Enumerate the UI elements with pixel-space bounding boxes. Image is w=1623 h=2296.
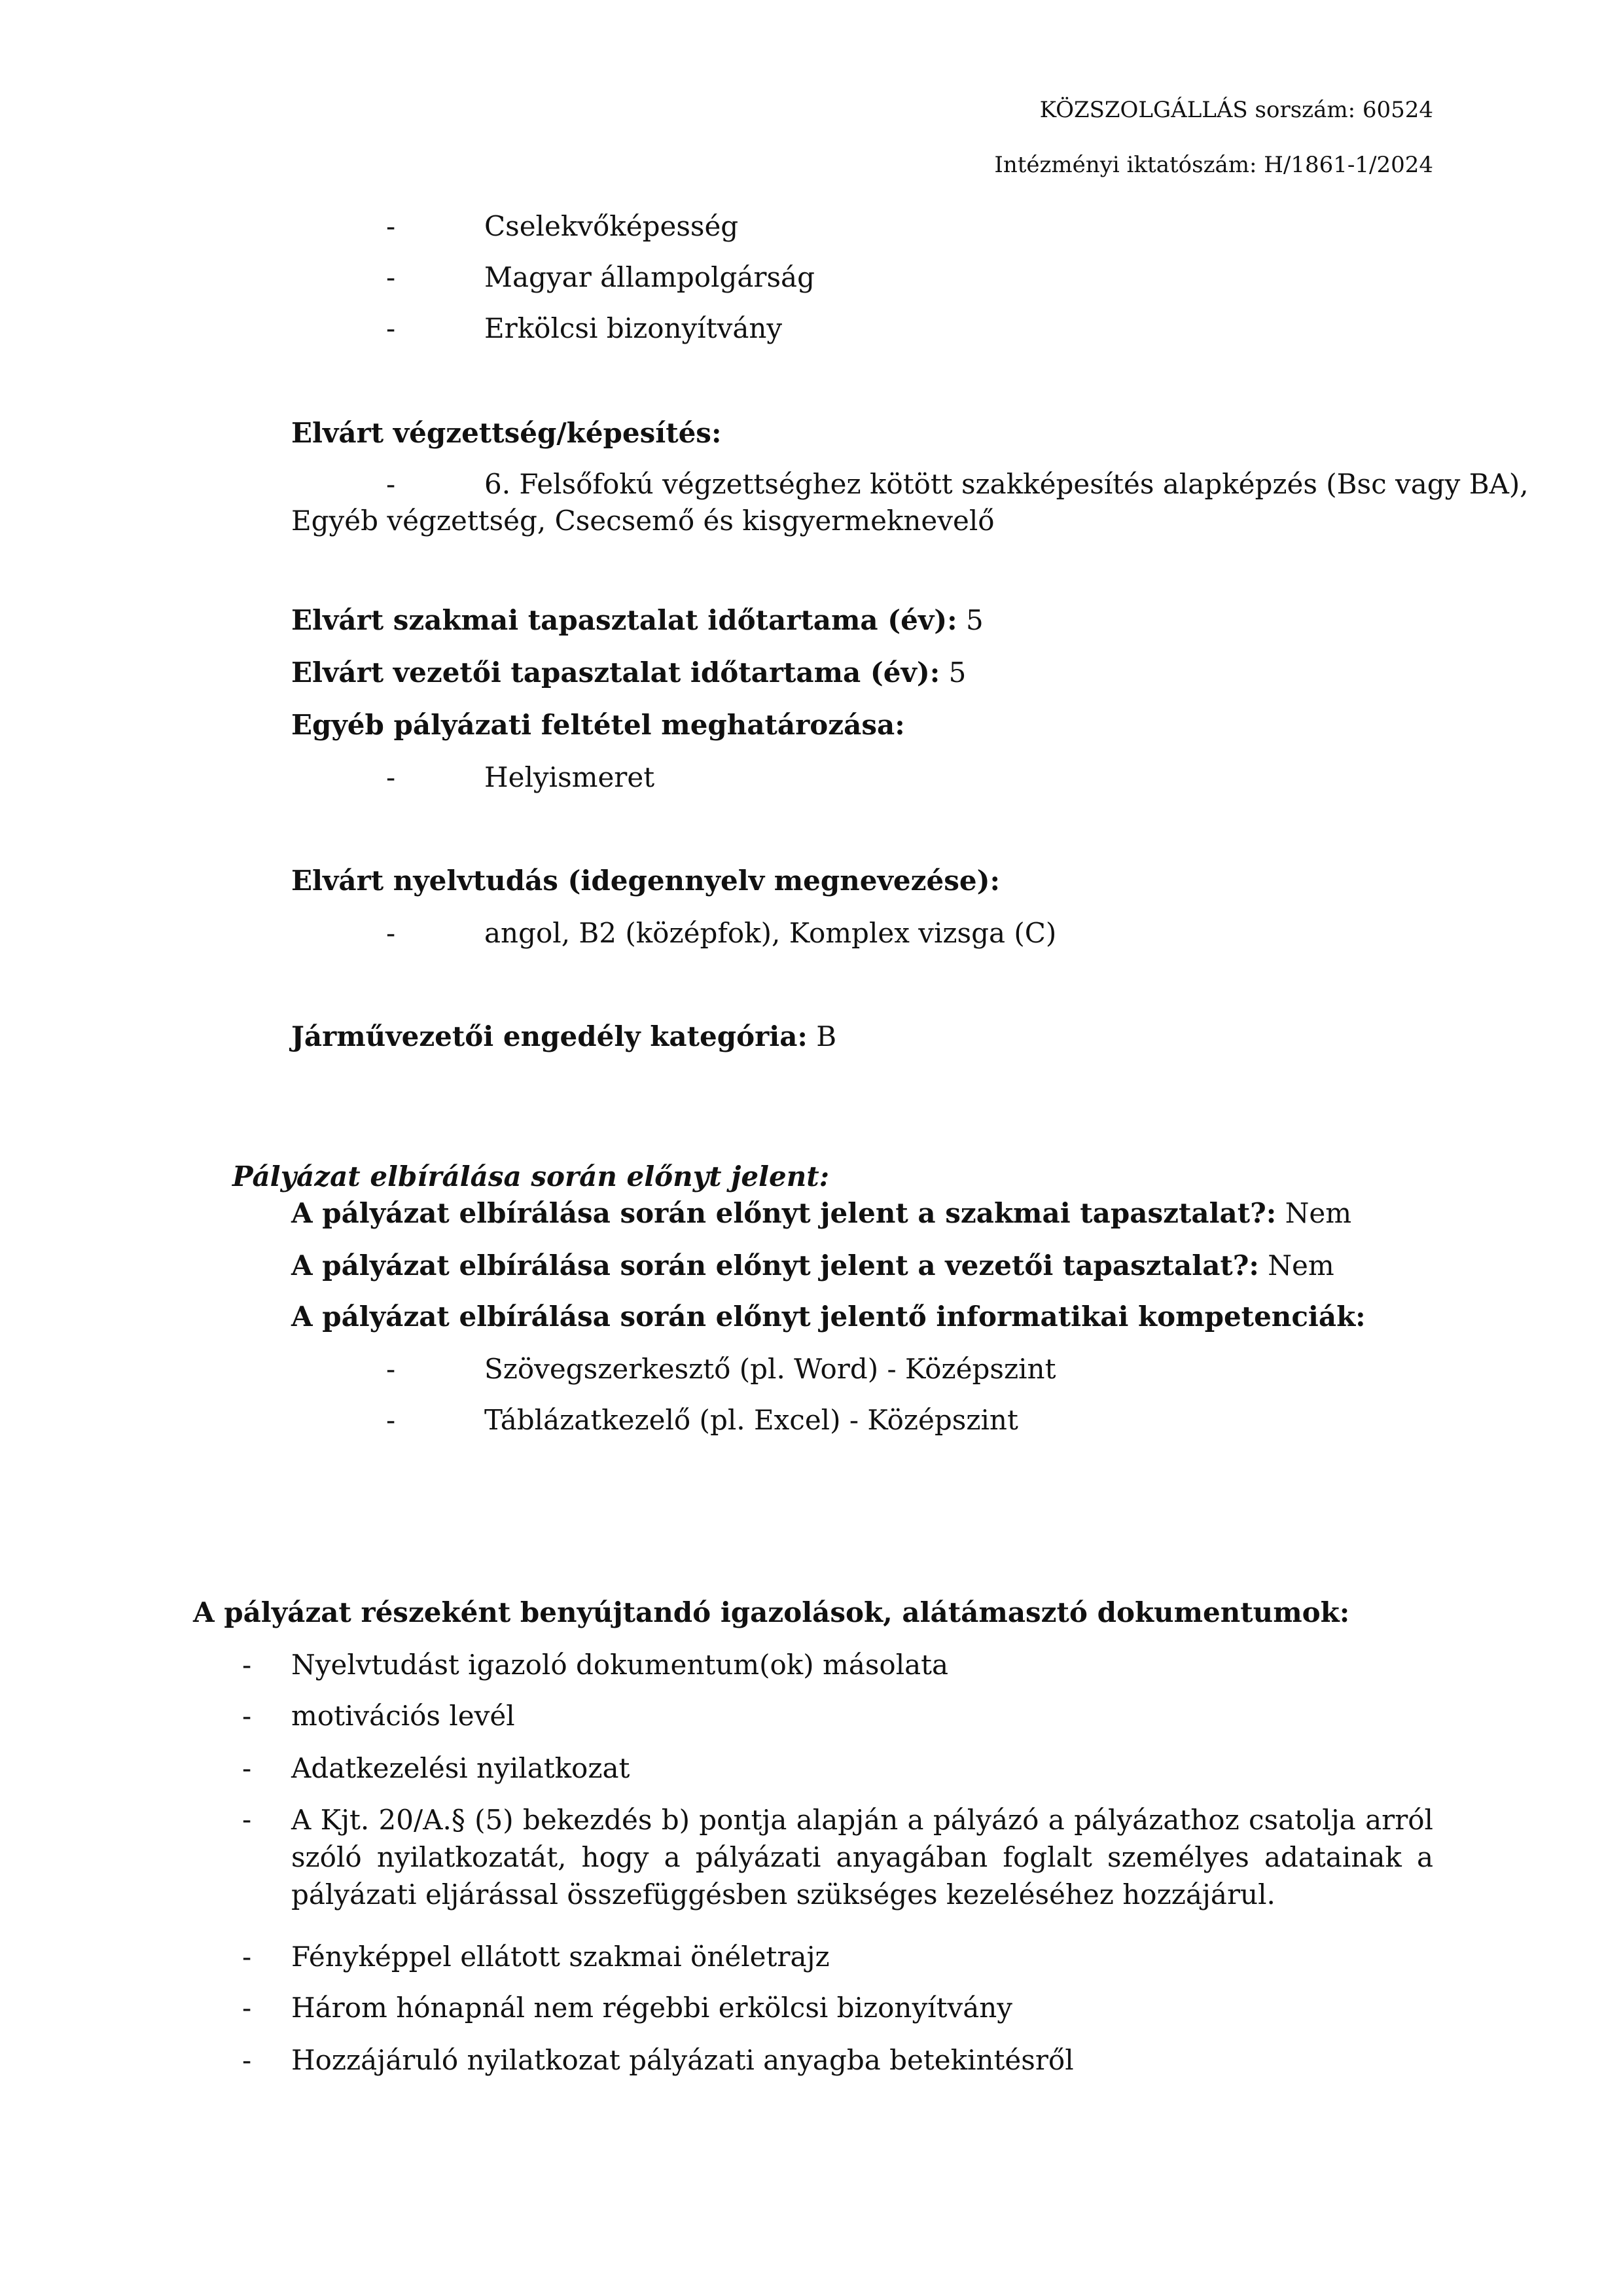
leadership-experience-value: 5 [940,656,967,689]
filing-number: Intézményi iktatószám: H/1861-1/2024 [994,152,1433,178]
document-item-paragraph: A Kjt. 20/A.§ (5) bekezdés b) pontja alapján a pályázó a pályázathoz csatolja arról szóló nyilatkozatát, hogy a pályázati anyagában foglalt személyes adatainak a pályázati eljárással összefüggésben szükséges kezeléséhez hozzájárul. [291,1804,1433,1910]
bullet-dash: - [242,1941,252,1973]
bullet-dash: - [242,1700,252,1732]
language-item: angol, B2 (középfok), Komplex vizsga (C) [484,917,1057,949]
education-heading: Elvárt végzettség/képesítés: [291,417,722,449]
bullet-dash: - [242,1752,252,1784]
professional-experience [291,602,984,639]
language-heading: Elvárt nyelvtudás (idegennyelv megnevezése): [291,865,1000,897]
bullet-dash: - [386,210,396,242]
bullet-dash: - [386,261,396,293]
list-item: Magyar állampolgárság [484,261,815,293]
bullet-dash: - [242,1803,252,1835]
other-condition-item: Helyismeret [484,761,655,793]
other-condition-heading: Egyéb pályázati feltétel meghatározása: [291,709,905,741]
list-item: Cselekvőképesség [484,210,739,242]
bullet-dash: - [242,1992,252,2024]
advantage-professional [291,1195,1351,1232]
serial-number: KÖZSZOLGÁLLÁS sorszám: 60524 [1039,97,1433,123]
advantage-leadership-value: Nem [1258,1249,1334,1282]
advantage-leadership [291,1247,1334,1284]
document-item: Nyelvtudást igazoló dokumentum(ok) másolata [291,1649,949,1681]
driving-license-label: Járművezetői engedély kategória: [291,1020,808,1052]
bullet-dash: - [386,312,396,344]
bullet-dash: - [386,1353,396,1385]
it-competency-item: Szövegszerkesztő (pl. Word) - Középszint [484,1353,1056,1385]
document-item: Három hónapnál nem régebbi erkölcsi bizonyítvány [291,1992,1013,2024]
leadership-experience-label: Elvárt vezetői tapasztalat időtartama (év): [291,656,940,689]
education-item-line2: Egyéb végzettség, Csecsemő és kisgyermeknevelő [291,505,995,537]
professional-experience-value: 5 [957,604,984,636]
advantage-professional-label: A pályázat elbírálása során előnyt jelent a szakmai tapasztalat?: [291,1197,1277,1229]
education-item-line1: 6. Felsőfokú végzettséghez kötött szakképesítés alapképzés (Bsc vagy BA), [484,468,1529,500]
it-competencies-heading: A pályázat elbírálása során előnyt jelentő informatikai kompetenciák: [291,1300,1366,1333]
advantage-leadership-label: A pályázat elbírálása során előnyt jelent a vezetői tapasztalat?: [291,1249,1259,1282]
advantage-professional-value: Nem [1276,1197,1352,1229]
it-competency-item: Táblázatkezelő (pl. Excel) - Középszint [484,1404,1018,1436]
bullet-dash: - [386,917,396,949]
driving-license [291,1018,836,1055]
advantages-heading: Pályázat elbírálása során előnyt jelent: [232,1160,830,1193]
professional-experience-label: Elvárt szakmai tapasztalat időtartama (év): [291,604,957,636]
document-item: Adatkezelési nyilatkozat [291,1752,630,1784]
documents-heading: A pályázat részeként benyújtandó igazolások, alátámasztó dokumentumok: [193,1596,1350,1628]
document-item: Hozzájáruló nyilatkozat pályázati anyagba betekintésről [291,2044,1074,2076]
bullet-dash: - [386,468,396,500]
leadership-experience [291,655,966,691]
document-item: Fényképpel ellátott szakmai önéletrajz [291,1941,830,1973]
bullet-dash: - [242,2044,252,2076]
driving-license-value: B [807,1020,837,1052]
document-item: motivációs levél [291,1700,515,1732]
bullet-dash: - [386,761,396,793]
bullet-dash: - [386,1404,396,1436]
bullet-dash: - [242,1649,252,1681]
list-item: Erkölcsi bizonyítvány [484,312,783,344]
